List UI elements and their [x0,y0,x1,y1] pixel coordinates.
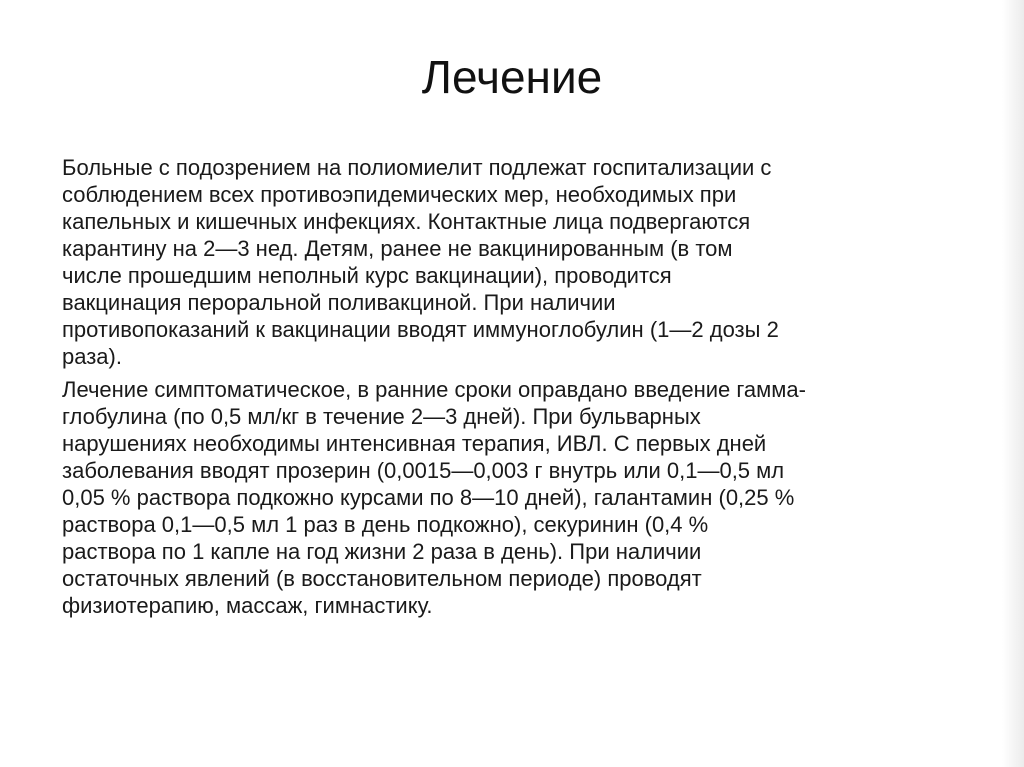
paragraph-treatment [62,376,972,619]
text-line: капельных и кишечных инфекциях. Контактные лица подвергаются [62,209,751,234]
text-line: вакцинация пероральной поливакциной. При наличии [62,290,616,315]
text-line: физиотерапию, массаж, гимнастику. [62,593,433,618]
text-line: Больные с подозрением на полиомиелит подлежат госпитализации с [62,155,772,180]
text-line: соблюдением всех противоэпидемических мер, необходимых при [62,182,737,207]
text-line: 0,05 % раствора подкожно курсами по 8—10 дней), галантамин (0,25 % [62,485,795,510]
text-line: нарушениях необходимы интенсивная терапия, ИВЛ. С первых дней [62,431,767,456]
text-line: раствора 0,1—0,5 мл 1 раз в день подкожно), секуринин (0,4 % [62,512,709,537]
slide-body [62,154,972,625]
text-line: числе прошедшим неполный курс вакцинации), проводится [62,263,672,288]
right-edge-shade [1002,0,1024,767]
text-line: раза). [62,344,122,369]
text-line: противопоказаний к вакцинации вводят иммуноглобулин (1—2 дозы 2 [62,317,779,342]
slide-title: Лечение [421,51,603,103]
text-line: карантину на 2—3 нед. Детям, ранее не вакцинированным (в том [62,236,733,261]
text-line: заболевания вводят прозерин (0,0015—0,003 г внутрь или 0,1—0,5 мл [62,458,785,483]
paragraph-hospitalization [62,154,972,370]
text-line: глобулина (по 0,5 мл/кг в течение 2—3 дней). При бульварных [62,404,701,429]
text-line: остаточных явлений (в восстановительном периоде) проводят [62,566,702,591]
text-line: раствора по 1 капле на год жизни 2 раза в день). При наличии [62,539,702,564]
text-line: Лечение симптоматическое, в ранние сроки оправдано введение гамма- [62,377,806,402]
